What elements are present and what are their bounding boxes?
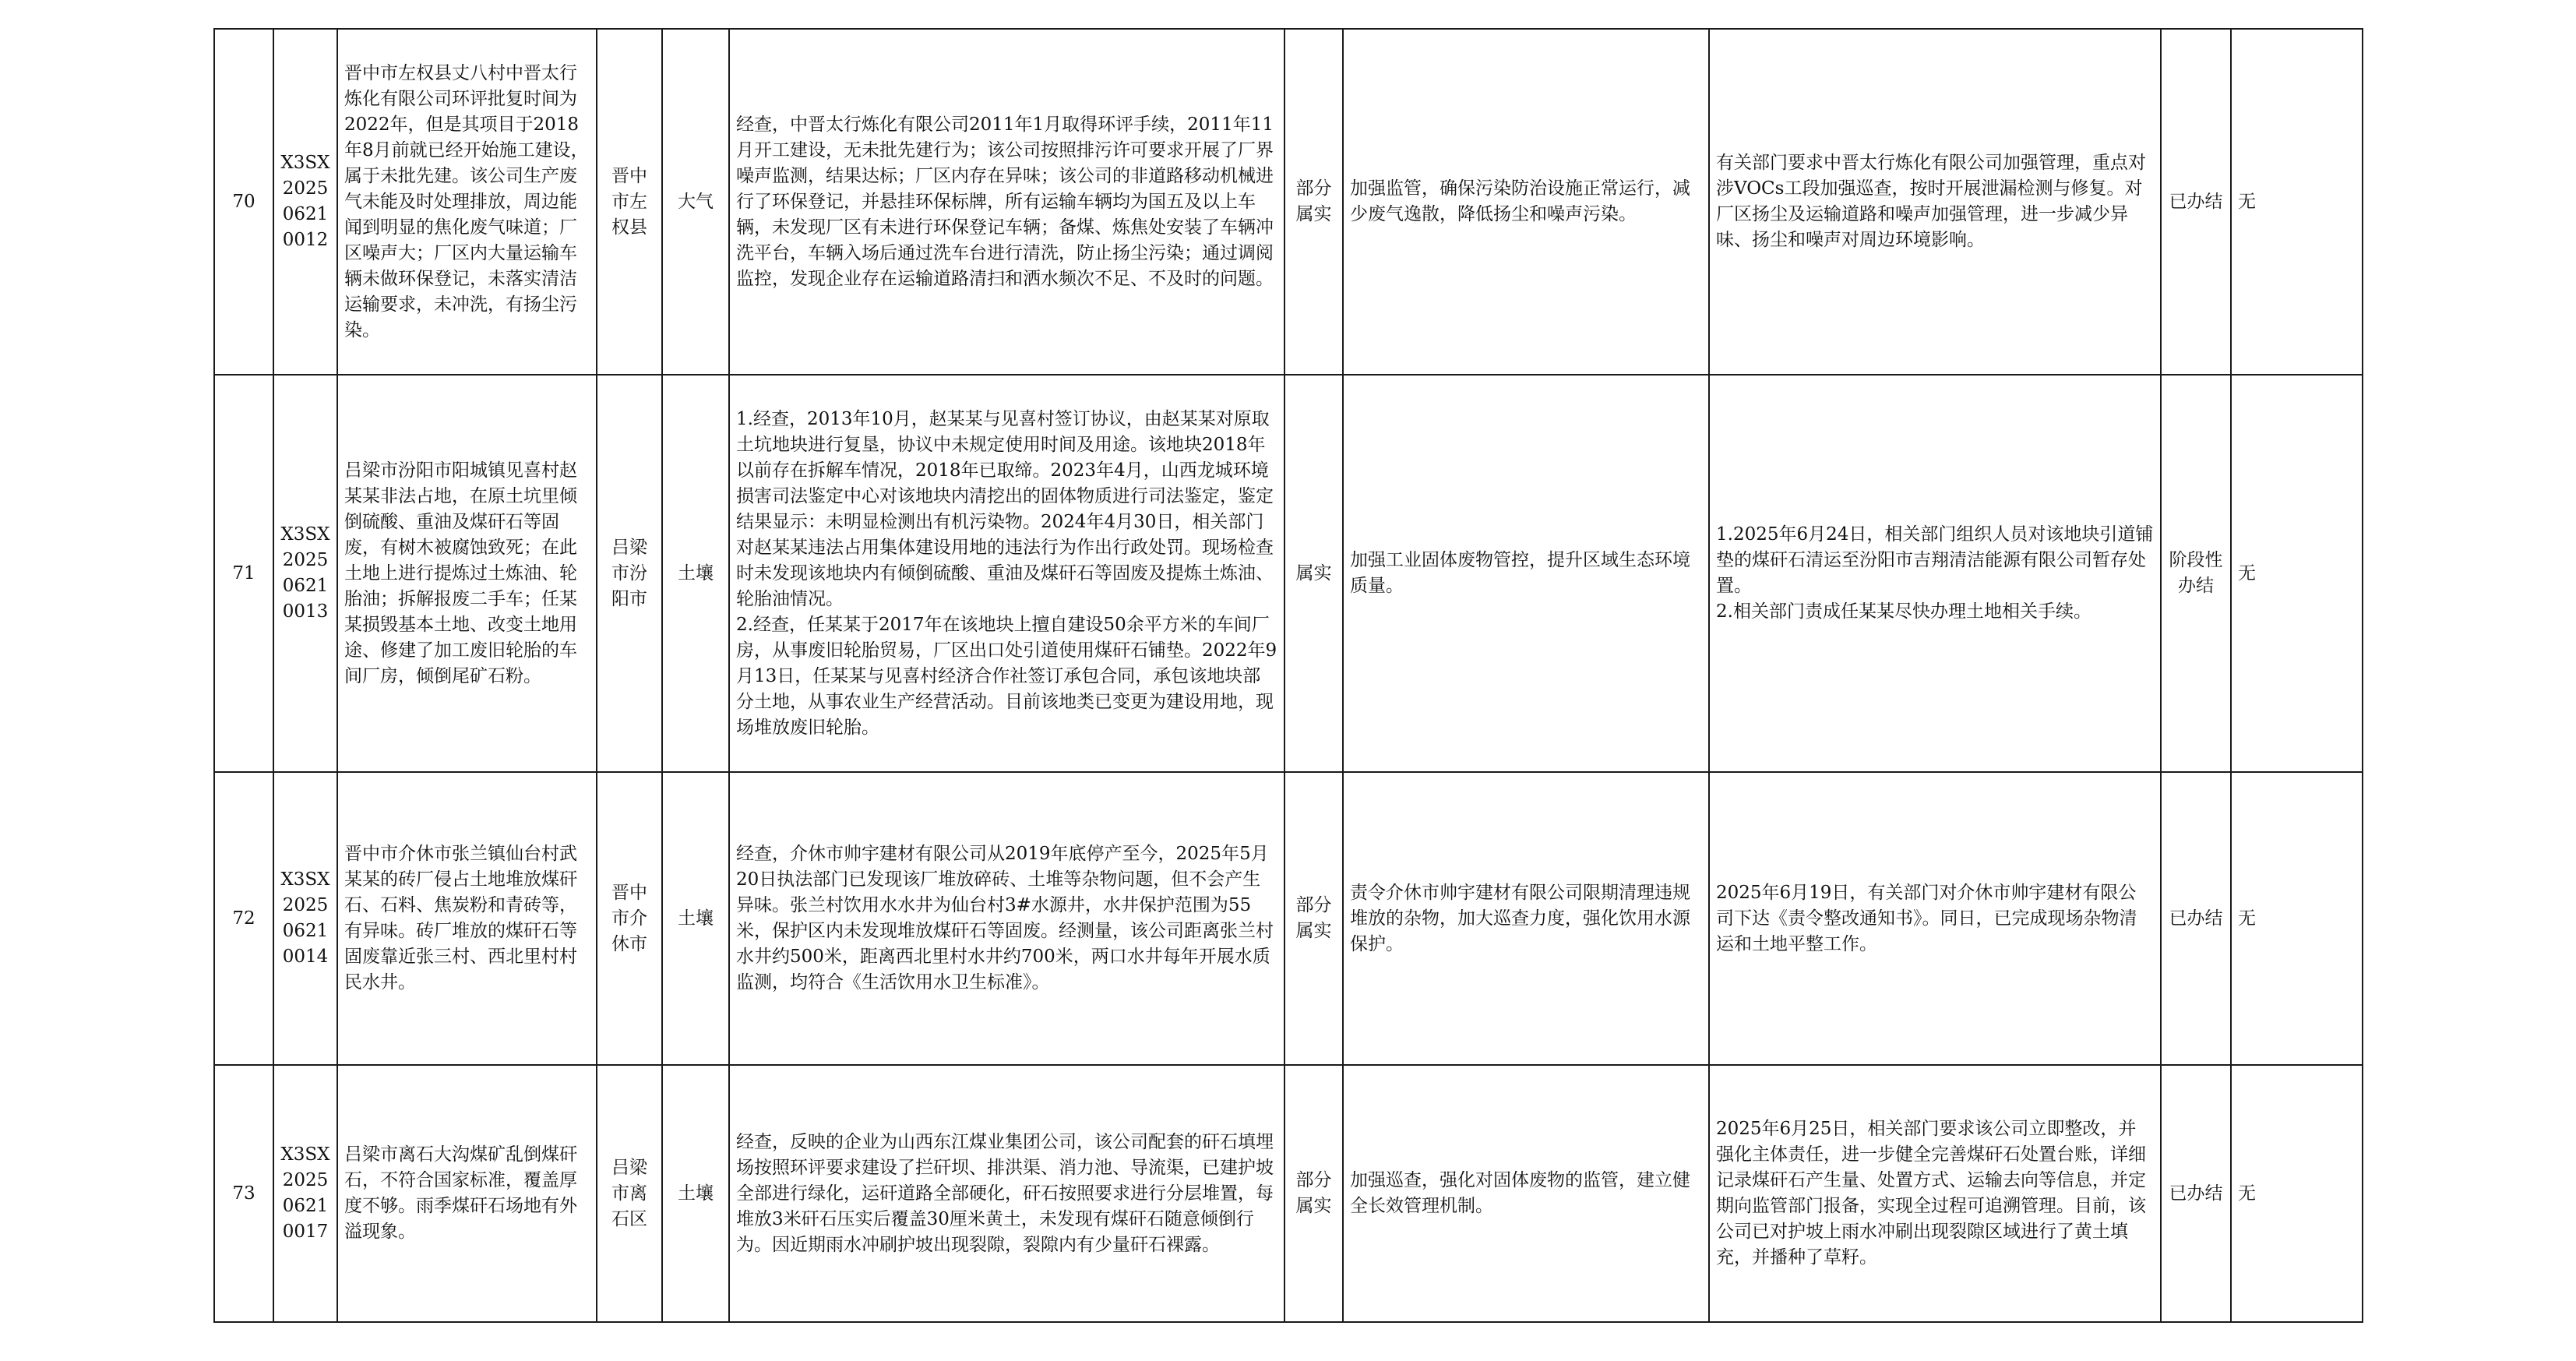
city-cell: 晋中市左权县 <box>597 29 662 375</box>
complaint-cell <box>337 1065 597 1322</box>
seq-cell: 71 <box>214 375 273 772</box>
investigation-text: 经查，反映的企业为山西东江煤业集团公司，该公司配套的矸石填埋场按照环评要求建设了拦矸坝、排洪渠、消力池、导流渠，已建护坡全部进行绿化，运矸道路全部硬化，矸石按照要求进行分层堆置，每堆放3米矸石压实后覆盖30厘米黄土，未发现有煤矸石随意倾倒行为。因近期雨水冲刷护坡出现裂隙，裂隙内有少量矸石裸露。 <box>736 1131 1274 1255</box>
measures-cell <box>1343 1065 1709 1322</box>
verdict-cell: 属实 <box>1284 375 1343 772</box>
result-cell <box>1709 375 2161 772</box>
accountability-cell: 无 <box>2231 772 2363 1065</box>
result-cell <box>1709 29 2161 375</box>
measures-cell <box>1343 375 1709 772</box>
case-code-cell: X3SX202506210013 <box>273 375 337 772</box>
seq-cell: 72 <box>214 772 273 1065</box>
measures-text: 加强巡查，强化对固体废物的监管，建立健全长效管理机制。 <box>1350 1170 1690 1216</box>
city-cell: 晋中市介休市 <box>597 772 662 1065</box>
result-cell <box>1709 1065 2161 1322</box>
pollution-type-cell: 大气 <box>662 29 729 375</box>
verdict-cell: 部分属实 <box>1284 29 1343 375</box>
pollution-type-cell: 土壤 <box>662 1065 729 1322</box>
table-row <box>214 772 2363 1065</box>
city-cell: 吕梁市汾阳市 <box>597 375 662 772</box>
seq-cell: 73 <box>214 1065 273 1322</box>
accountability-cell: 无 <box>2231 1065 2363 1322</box>
investigation-cell <box>729 375 1284 772</box>
complaint-text: 吕梁市离石大沟煤矿乱倒煤矸石，不符合国家标准，覆盖厚度不够。雨季煤矸石场地有外溢现象。 <box>344 1144 577 1242</box>
investigation-text: 1.经查，2013年10月，赵某某与见喜村签订协议，由赵某某对原取土坑地块进行复垦，协议中未规定使用时间及用途。该地块2018年以前存在拆解车情况，2018年已取缔。2023年4月，山西龙城环境损害司法鉴定中心对该地块内清挖出的固体物质进行司法鉴定，鉴定结果显示：未明显检测出有机污染物。2024年4月30日，相关部门对赵某某违法占用集体建设用地的违法行为作出行政处罚。现场检查时未发现该地块内有倾倒硫酸、重油及煤矸石等固废及提炼土炼油、轮胎油情况。 2.经查，任某某于2017年在该地块上擅自建设50余平方米的车间厂房，从事废旧轮胎贸易，厂区出口处引道使用煤矸石铺垫。2022年9月13日，任某某与见喜村经济合作社签订承包合同，承包该地块部分土地，从事农业生产经营活动。目前该地类已变更为建设用地，现场堆放废旧轮胎。 <box>736 408 1277 738</box>
status-cell: 阶段性办结 <box>2161 375 2231 772</box>
table-row <box>214 29 2363 375</box>
measures-text: 责令介休市帅宇建材有限公司限期清理违规堆放的杂物，加大巡查力度，强化饮用水源保护。 <box>1350 882 1690 954</box>
pollution-type-cell: 土壤 <box>662 772 729 1065</box>
accountability-cell: 无 <box>2231 29 2363 375</box>
status-cell: 已办结 <box>2161 772 2231 1065</box>
result-text: 1.2025年6月24日，相关部门组织人员对该地块引道铺垫的煤矸石清运至汾阳市吉翔清洁能源有限公司暂存处置。 2.相关部门责成任某某尽快办理土地相关手续。 <box>1716 524 2154 622</box>
complaint-cell <box>337 375 597 772</box>
table-row <box>214 1065 2363 1322</box>
verdict-cell: 部分属实 <box>1284 772 1343 1065</box>
case-code-cell: X3SX202506210014 <box>273 772 337 1065</box>
case-code-cell: X3SX202506210017 <box>273 1065 337 1322</box>
investigation-cell <box>729 772 1284 1065</box>
table-row <box>214 375 2363 772</box>
seq-cell: 70 <box>214 29 273 375</box>
complaint-text: 晋中市左权县丈八村中晋太行炼化有限公司环评批复时间为2022年，但是其项目于2018年8月前就已经开始施工建设，属于未批先建。该公司生产废气未能及时处理排放，周边能闻到明显的焦化废气味道；厂区噪声大；厂区内大量运输车辆未做环保登记，未落实清洁运输要求，未冲洗，有扬尘污染。 <box>344 62 589 340</box>
investigation-text: 经查，中晋太行炼化有限公司2011年1月取得环评手续，2011年11月开工建设，无未批先建行为；该公司按照排污许可要求开展了厂界噪声监测，结果达标；厂区内存在异味；该公司的非道路移动机械进行了环保登记，并悬挂环保标牌，所有运输车辆均为国五及以上车辆，未发现厂区有未进行环保登记车辆；备煤、炼焦处安装了车辆冲洗平台，车辆入场后通过洗车台进行清洗，防止扬尘污染；通过调阅监控，发现企业存在运输道路清扫和洒水频次不足、不及时的问题。 <box>736 114 1274 289</box>
measures-text: 加强监管，确保污染防治设施正常运行，减少废气逸散，降低扬尘和噪声污染。 <box>1350 178 1690 224</box>
petition-report-table <box>213 28 2363 1323</box>
result-text: 2025年6月19日，有关部门对介休市帅宇建材有限公司下达《责令整改通知书》。同日，已完成现场杂物清运和土地平整工作。 <box>1716 882 2137 954</box>
accountability-cell: 无 <box>2231 375 2363 772</box>
result-text: 2025年6月25日，相关部门要求该公司立即整改，并强化主体责任，进一步健全完善煤矸石处置台账，详细记录煤矸石产生量、处置方式、运输去向等信息，并定期向监管部门报备，实现全过程可追溯管理。目前，该公司已对护坡上雨水冲刷出现裂隙区域进行了黄土填充，并播种了草籽。 <box>1716 1119 2146 1268</box>
measures-cell <box>1343 29 1709 375</box>
investigation-text: 经查，介休市帅宇建材有限公司从2019年底停产至今，2025年5月20日执法部门已发现该厂堆放碎砖、土堆等杂物问题，但不会产生异味。张兰村饮用水水井为仙台村3#水源井，水井保护范围为55米，保护区内未发现堆放煤矸石等固废。经测量，该公司距离张兰村水井约500米，距离西北里村水井约700米，两口水井每年开展水质监测，均符合《生活饮用水卫生标准》。 <box>736 844 1274 993</box>
status-cell: 已办结 <box>2161 1065 2231 1322</box>
investigation-cell <box>729 1065 1284 1322</box>
measures-cell <box>1343 772 1709 1065</box>
city-cell: 吕梁市离石区 <box>597 1065 662 1322</box>
result-text: 有关部门要求中晋太行炼化有限公司加强管理，重点对涉VOCs工段加强巡查，按时开展泄漏检测与修复。对厂区扬尘及运输道路和噪声加强管理，进一步减少异味、扬尘和噪声对周边环境影响。 <box>1716 153 2146 250</box>
complaint-cell <box>337 772 597 1065</box>
complaint-text: 晋中市介休市张兰镇仙台村武某某的砖厂侵占土地堆放煤矸石、石料、焦炭粉和青砖等，有异味。砖厂堆放的煤矸石等固废靠近张三村、西北里村村民水井。 <box>344 844 577 993</box>
verdict-cell: 部分属实 <box>1284 1065 1343 1322</box>
measures-text: 加强工业固体废物管控，提升区域生态环境质量。 <box>1350 550 1690 596</box>
case-code-cell: X3SX202506210012 <box>273 29 337 375</box>
status-cell: 已办结 <box>2161 29 2231 375</box>
investigation-cell <box>729 29 1284 375</box>
result-cell <box>1709 772 2161 1065</box>
pollution-type-cell: 土壤 <box>662 375 729 772</box>
complaint-cell <box>337 29 597 375</box>
complaint-text: 吕梁市汾阳市阳城镇见喜村赵某某非法占地，在原土坑里倾倒硫酸、重油及煤矸石等固废，有树木被腐蚀致死；在此土地上进行提炼过土炼油、轮胎油；拆解报废二手车；任某某损毁基本土地、改变土地用途、修建了加工废旧轮胎的车间厂房，倾倒尾矿石粉。 <box>344 460 577 686</box>
